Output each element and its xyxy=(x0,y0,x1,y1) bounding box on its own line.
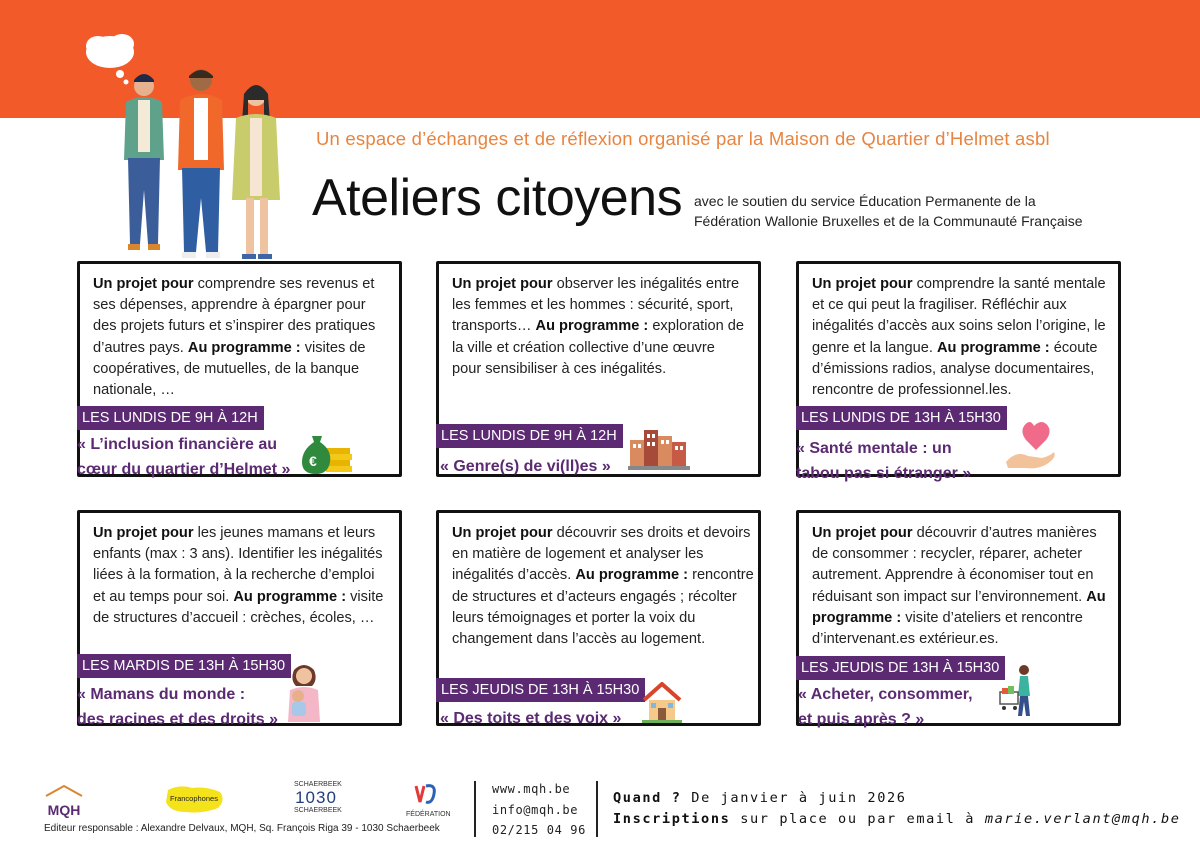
description-line xyxy=(452,587,757,608)
description-line xyxy=(812,316,1117,337)
schaerbeek-bottom-label: SCHAERBEEK xyxy=(294,807,342,814)
editor-line: Editeur responsable : Alexandre Delvaux, MQH, Sq. François Riga 39 - 1030 Schaerbeek xyxy=(44,823,440,834)
workshop-title-line-2: des racines et des droits » xyxy=(77,711,278,728)
description-line xyxy=(93,608,398,629)
text-segment: transports… xyxy=(452,318,536,335)
when-label: Quand ? xyxy=(613,790,682,806)
description-line xyxy=(93,380,398,401)
text-segment: visites de xyxy=(300,339,366,356)
text-segment: réduisant son impact sur l’environnement. xyxy=(812,588,1087,605)
federation-logo xyxy=(406,782,451,819)
description-line xyxy=(812,523,1117,544)
schedule-badge: LES LUNDIS DE 9H À 12H xyxy=(77,406,264,430)
schedule-badge: LES JEUDIS DE 13H À 15H30 xyxy=(436,678,645,702)
workshop-title-line-1: « L’inclusion financière au xyxy=(77,436,278,453)
text-segment: comprendre ses revenus et xyxy=(193,276,375,292)
contact-block xyxy=(492,779,586,841)
schedule-badge: LES MARDIS DE 13H À 15H30 xyxy=(77,654,291,678)
description-line xyxy=(93,316,398,337)
bold-text: Un projet pour xyxy=(812,276,913,292)
description-line xyxy=(812,565,1117,586)
roof-icon xyxy=(44,784,84,798)
thought-bubble-icon xyxy=(86,34,134,85)
description-line xyxy=(452,565,757,586)
bold-text: Au programme : xyxy=(535,318,649,335)
description-line xyxy=(93,295,398,316)
support-note xyxy=(694,191,1114,231)
description-line xyxy=(812,338,1117,359)
text-segment: visite xyxy=(346,588,384,605)
description-line xyxy=(452,523,757,544)
workshop-title xyxy=(798,682,973,732)
schaerbeek-logo xyxy=(294,781,342,815)
text-segment: d’intervenant.es extérieur.es. xyxy=(812,631,999,648)
text-segment: nationale, … xyxy=(93,382,175,399)
person-three xyxy=(232,85,280,259)
text-segment: d’émissions radios, analyse documentaires, xyxy=(812,360,1095,377)
description-line xyxy=(812,359,1117,380)
city-icon xyxy=(628,426,690,477)
text-segment: coopératives, de mutuelles, de la banque xyxy=(93,360,360,377)
text-segment: d’autres pays. xyxy=(93,339,188,356)
schaerbeek-number: 1030 xyxy=(295,788,337,807)
text-segment: les femmes et les hommes : sécurité, sport, xyxy=(452,297,734,314)
phone-number: 02/215 04 96 xyxy=(492,823,586,837)
workshop-title-line-1: « Des toits et des voix » xyxy=(440,710,622,727)
workshop-title-line-1: « Mamans du monde : xyxy=(77,686,246,703)
text-segment: observer les inégalités entre xyxy=(552,276,740,292)
description-line xyxy=(812,380,1117,401)
card-description xyxy=(452,274,757,380)
description-line xyxy=(812,608,1117,629)
workshop-title-line-2: cœur du quartier d’Helmet » xyxy=(77,461,291,478)
description-line xyxy=(452,608,757,629)
bold-text: programme : xyxy=(812,609,902,626)
text-segment: la ville et création collective d’une œuvre xyxy=(452,339,715,356)
text-segment: rencontre de professionnel.les. xyxy=(812,382,1012,399)
text-segment: visite d’ateliers et rencontre xyxy=(901,609,1083,626)
description-line xyxy=(93,359,398,380)
text-segment: les jeunes mamans et leurs xyxy=(193,525,376,541)
text-segment: de consommer : recycler, réparer, acheter xyxy=(812,546,1083,563)
footer-divider-2 xyxy=(596,781,598,837)
bold-text: Au programme : xyxy=(936,339,1050,356)
footer-divider-1 xyxy=(474,781,476,837)
support-line-1: avec le soutien du service Éducation Permanente de la xyxy=(694,193,1036,209)
signup-label: Inscriptions xyxy=(613,811,731,827)
text-segment: écoute xyxy=(1049,339,1098,356)
signup-value: sur place ou par email à xyxy=(740,811,976,827)
signup-line xyxy=(613,811,1181,827)
support-line-2: Fédération Wallonie Bruxelles et de la Communauté Française xyxy=(694,213,1083,229)
federation-emblem-icon xyxy=(406,782,446,806)
mqh-logo-text: MQH xyxy=(47,802,81,818)
description-line xyxy=(93,523,398,544)
workshop-title xyxy=(77,432,290,482)
description-line xyxy=(452,316,757,337)
description-line xyxy=(452,629,757,650)
email-link[interactable]: info@mqh.be xyxy=(492,802,579,817)
schedule-badge: LES JEUDIS DE 13H À 15H30 xyxy=(796,656,1005,680)
description-line xyxy=(93,587,398,608)
description-line xyxy=(812,295,1117,316)
text-segment: en matière de logement et analyser les xyxy=(452,546,704,563)
person-two xyxy=(178,69,224,258)
text-segment: comprendre la santé mentale xyxy=(912,276,1106,292)
description-line xyxy=(812,587,1117,608)
schedule-badge: LES LUNDIS DE 13H À 15H30 xyxy=(796,406,1007,430)
description-line xyxy=(452,544,757,565)
page-title: Ateliers citoyens xyxy=(312,169,683,227)
federation-label: FÉDÉRATION xyxy=(406,811,451,818)
francophones-logo-text: Francophones xyxy=(170,794,218,803)
shopping-cart-icon xyxy=(996,662,1036,727)
card-description xyxy=(93,274,398,401)
svg-text:€: € xyxy=(309,453,317,469)
bold-text: Un projet pour xyxy=(93,525,194,541)
bold-text: Au programme : xyxy=(575,567,689,584)
bold-text: Un projet pour xyxy=(93,276,194,292)
signup-email-link[interactable]: marie.verlant@mqh.be xyxy=(984,811,1181,827)
website-link[interactable]: www.mqh.be xyxy=(492,782,571,796)
card-description xyxy=(812,274,1117,401)
description-line xyxy=(452,338,757,359)
card-description xyxy=(452,523,757,650)
bold-text: Un projet pour xyxy=(452,525,553,541)
description-line xyxy=(812,274,1117,295)
description-line xyxy=(93,565,398,586)
text-segment: liées à la formation, à la recherche d’emploi xyxy=(93,567,375,584)
workshop-title xyxy=(440,706,621,731)
text-segment: inégalités d’accès aux soins selon l’origine, le xyxy=(812,318,1106,335)
text-segment: exploration de xyxy=(648,318,745,335)
when-value: De janvier à juin 2026 xyxy=(691,790,907,806)
text-segment: ses dépenses, apprendre à épargner pour xyxy=(93,297,366,314)
house-icon xyxy=(640,680,684,729)
workshop-title xyxy=(440,454,611,479)
description-line xyxy=(452,274,757,295)
bold-text: Un projet pour xyxy=(812,525,913,541)
text-segment: de structures et d’acteurs engagés ; récolter xyxy=(452,588,737,605)
text-segment: découvrir d’autres manières xyxy=(912,525,1097,541)
card-description xyxy=(812,523,1117,650)
text-segment: et au temps pour soi. xyxy=(93,588,234,605)
description-line xyxy=(812,544,1117,565)
text-segment: changement dans l’accès au logement. xyxy=(452,631,706,648)
workshop-title-line-1: « Genre(s) de vi(ll)es » xyxy=(440,458,611,475)
mother-child-icon xyxy=(284,660,324,729)
workshop-title xyxy=(796,436,971,486)
text-segment: autrement. Apprendre à économiser tout en xyxy=(812,567,1094,584)
text-segment: genre et la langue. xyxy=(812,339,937,356)
money-bag-icon xyxy=(294,430,356,481)
heart-hand-icon xyxy=(1002,420,1058,481)
bold-text: Au xyxy=(1086,588,1106,605)
description-line xyxy=(93,338,398,359)
bold-text: Un projet pour xyxy=(452,276,553,292)
text-segment: leurs témoignages et porter la voix du xyxy=(452,609,696,626)
bold-text: Au programme : xyxy=(233,588,347,605)
person-one xyxy=(124,74,164,250)
text-segment: découvrir ses droits et devoirs xyxy=(552,525,751,541)
workshop-title-line-1: « Acheter, consommer, xyxy=(798,686,973,703)
workshop-title-line-1: « Santé mentale : un xyxy=(796,440,952,457)
header-subtitle: Un espace d’échanges et de réflexion organisé par la Maison de Quartier d’Helmet asbl xyxy=(316,128,1050,149)
when-line xyxy=(613,790,907,806)
workshop-title xyxy=(77,682,278,732)
card-description xyxy=(93,523,398,629)
description-line xyxy=(452,295,757,316)
text-segment: pour sensibiliser à ces inégalités. xyxy=(452,360,667,377)
text-segment: et ce qui peut la fragiliser. Réfléchir aux xyxy=(812,297,1067,314)
workshop-title-line-2: et puis après ? » xyxy=(798,711,925,728)
text-segment: des projets futurs et s’inspirer des pratiques xyxy=(93,318,376,335)
schedule-badge: LES LUNDIS DE 9H À 12H xyxy=(436,424,623,448)
schaerbeek-top-label: SCHAERBEEK xyxy=(294,781,342,788)
bold-text: Au programme : xyxy=(187,339,301,356)
description-line xyxy=(452,359,757,380)
text-segment: inégalités d’accès. xyxy=(452,567,576,584)
mqh-logo xyxy=(44,784,84,817)
description-line xyxy=(93,544,398,565)
people-illustration xyxy=(84,30,294,262)
text-segment: rencontre xyxy=(688,567,754,584)
description-line xyxy=(93,274,398,295)
text-segment: de structures d’accueil : crèches, écoles, … xyxy=(93,609,375,626)
description-line xyxy=(812,629,1117,650)
workshop-title-line-2: tabou pas si étranger » xyxy=(796,465,972,482)
text-segment: enfants (max : 3 ans). Identifier les inégalités xyxy=(93,546,383,563)
